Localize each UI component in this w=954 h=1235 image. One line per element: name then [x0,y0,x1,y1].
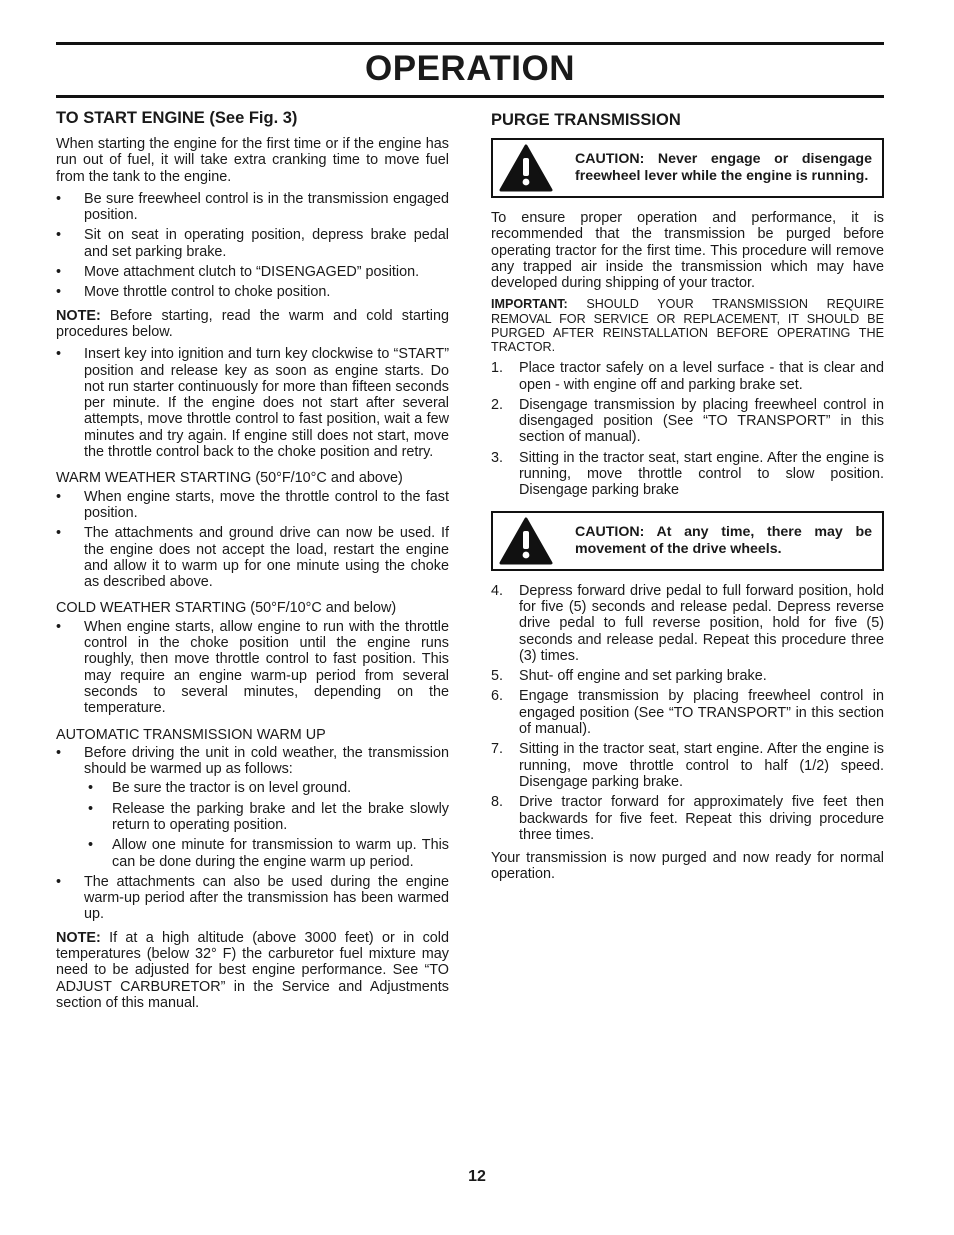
caution-box-freewheel [491,138,884,198]
list-item [491,688,884,737]
list-item [56,745,449,870]
list-item [491,360,884,393]
cold-weather-heading: COLD WEATHER STARTING (50°F/10°C and below) [56,600,397,617]
note-text: If at a high altitude (above 3000 feet) or in cold temperatures (below 32° F) the carburetor fuel mixture may need to be adjusted for best engine performance. See “TO ADJUST CARBURETOR” in the Service and Adjustments section of this manual. [56,929,449,1011]
step-text: Place tractor safely on a level surface - that is clear and open - with engine off and parking brake set. [519,360,884,393]
list-item: • Be sure freewheel control is in the transmission engaged position. [56,191,449,224]
caution-box-wheels [491,511,884,571]
list-item [491,668,884,684]
list-item: • When engine starts, move the throttle control to the fast position. [56,489,449,522]
step-text: Shut- off engine and set parking brake. [519,668,767,685]
start-engine-bullets [56,191,449,301]
list-item [491,794,884,843]
important-label: IMPORTANT: [491,297,568,312]
purge-intro: To ensure proper operation and performance, it is recommended that the transmission be purged before operating tractor for the first time. This procedure will remove any trapped air inside the transmission which may have developed during shipping of your tractor. [491,210,884,292]
auto-transmission-heading: AUTOMATIC TRANSMISSION WARM UP [56,726,326,743]
step-number: 7. [491,741,504,758]
ignition-bullets [56,346,449,460]
caution-text: CAUTION: Never engage or disengage freewheel lever while the engine is running. [575,151,872,184]
auto-transmission-bullets [56,745,449,923]
list-item: • The attachments and ground drive can now be used. If the engine does not accept the load, restart the engine and allow it to warm up for one minute using the choke as described above. [56,525,449,590]
header-rule-top [56,42,884,45]
caution-text: CAUTION: At any time, there may be movement of the drive wheels. [575,523,872,557]
start-engine-heading: TO START ENGINE (See Fig. 3) [56,109,298,127]
page-title: OPERATION [365,49,575,88]
auto-transmission-sublist [84,780,449,869]
step-text: Disengage transmission by placing freewheel control in disengaged position (See “TO TRANSPORT” in this section of manual). [519,396,884,446]
important-text: SHOULD YOUR TRANSMISSION REQUIRE REMOVAL FOR SERVICE OR REPLACEMENT, IT SHOULD BE PURGED AFTER REINSTALLATION BEFORE OPERATING THE TRACTOR. [491,297,884,355]
header-rule-bottom [56,95,884,98]
list-item [491,741,884,790]
purge-closing: Your transmission is now purged and now ready for normal operation. [491,850,884,883]
note-starting [56,308,449,341]
step-text: Engage transmission by placing freewheel control in engaged position (See “TO TRANSPORT” in this section of manual). [519,688,884,738]
warm-weather-heading: WARM WEATHER STARTING (50°F/10°C and above) [56,470,403,487]
left-column [56,108,449,1017]
step-number: 4. [491,582,504,599]
list-item [491,397,884,446]
auto-transmission-text: Before driving the unit in cold weather, the transmission should be warmed up as follows: [84,744,449,778]
step-text: Sitting in the tractor seat, start engine. After the engine is running, move throttle control to half (1/2) speed. Disengage parking brake. [519,741,884,790]
step-number: 2. [491,396,504,413]
step-text: Drive tractor forward for approximately five feet then backwards for five feet. Repeat this driving procedure three times. [519,794,884,843]
list-item [491,450,884,499]
note-label: NOTE: [56,307,101,324]
purge-transmission-heading: PURGE TRANSMISSION [491,111,681,129]
step-text: Sitting in the tractor seat, start engine. After the engine is running, move throttle control to slow position. Disengage parking brake [519,449,884,499]
warm-weather-bullets [56,489,449,591]
list-item: • Be sure the tractor is on level ground. [84,780,449,796]
cold-weather-bullets [56,619,449,717]
list-item: • Release the parking brake and let the brake slowly return to operating position. [84,801,449,834]
step-number: 6. [491,688,504,705]
note-altitude [56,930,449,1011]
purge-steps-part2 [491,583,884,843]
list-item: • When engine starts, allow engine to run with the throttle control in the choke position until the engine runs roughly, then move throttle control to fast position. This may require an engine warm-up period from several seconds to several minutes, depending on the temperature. [56,619,449,717]
list-item: • Sit on seat in operating position, depress brake pedal and set parking brake. [56,227,449,260]
step-number: 1. [491,360,504,377]
note-text: Before starting, read the warm and cold starting procedures below. [56,307,449,340]
step-number: 8. [491,794,504,811]
step-text: Depress forward drive pedal to full forward position, hold for five (5) seconds and release pedal. Depress reverse drive pedal to full reverse position, hold for five (5) seconds and release pedal. Repeat this procedure three (3) times. [519,582,884,664]
warning-icon [493,144,559,192]
important-note [491,297,884,354]
page-number: 12 [468,1168,486,1185]
list-item: • Allow one minute for transmission to warm up. This can be done during the engine warm up period. [84,837,449,870]
warning-icon [493,517,559,565]
list-item: • Insert key into ignition and turn key clockwise to “START” position and release key as soon as engine starts. Do not run starter continuously for more than fifteen seconds per minute. If the engine does not start after several attempts, move throttle control to fast position, wait a few minutes and try again. If engine still does not start, move the throttle control back to the choke position and retry. [56,346,449,460]
note-label: NOTE: [56,929,101,946]
right-column [491,110,884,889]
start-engine-intro: When starting the engine for the first time or if the engine has run out of fuel, it will take extra cranking time to move fuel from the tank to the engine. [56,136,449,185]
list-item: • The attachments can also be used during the engine warm-up period after the transmission has been warmed up. [56,874,449,923]
step-number: 3. [491,449,504,466]
list-item: • Move throttle control to choke position. [56,284,449,300]
step-number: 5. [491,668,504,685]
purge-steps-part1 [491,360,884,498]
list-item: • Move attachment clutch to “DISENGAGED” position. [56,264,449,280]
list-item [491,583,884,664]
